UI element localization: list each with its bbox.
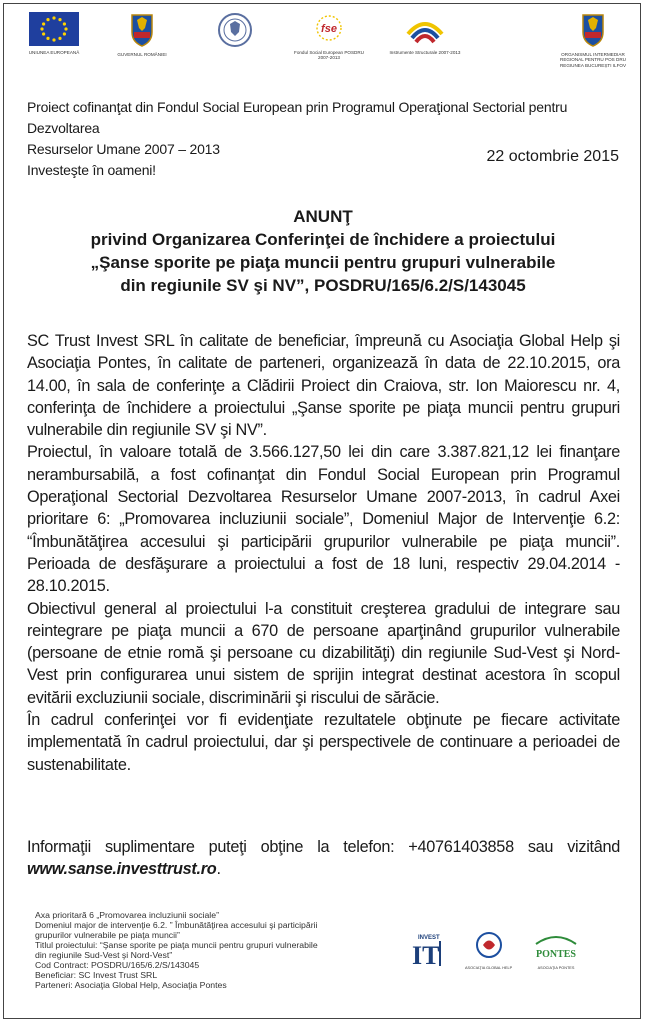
contact-text: Informaţii suplimentare puteţi obţine la telefon: +40761403858 sau vizitând <box>27 838 620 856</box>
invest-trust-logo-icon <box>408 930 448 975</box>
oir-posdru-coat-of-arms-icon <box>550 12 636 68</box>
oir-caption: ORGANISMUL INTERMEDIAR REGIONAL PENTRU POS DRU REGIUNEA BUCUREȘTI ILFOV <box>559 52 627 68</box>
structural-instruments-logo-icon <box>385 12 465 55</box>
pontes-wordmark: PONTES <box>535 949 576 960</box>
project-header <box>27 97 627 181</box>
footer-project-details <box>35 910 395 990</box>
svg-text:IT: IT <box>412 941 440 970</box>
announcement-body <box>27 330 620 776</box>
structural-instruments-caption: Instrumente Structurale 2007-2013 <box>389 50 461 55</box>
contact-end: . <box>216 860 221 879</box>
footer-line-4: Titlul proiectului: “Şanse sporite pe piaţa muncii pentru grupuri vulnerabile <box>35 940 318 950</box>
body-paragraph-1: SC Trust Invest SRL în calitate de beneficiar, împreună cu Asociaţia Global Help şi Asociaţia Pontes, în calitate de parteneri, organizează în data de 22.10.2015, ora 14.00, în sala de conferinţe a Clădirii Proiect din Craiova, str. Ion Maiorescu nr. 4, conferinţa de închidere a proiectului „Şanse sporite pe piaţa muncii pentru grupuri vulnerabile din regiunile SV şi NV”. <box>27 332 620 440</box>
government-caption: GUVERNUL ROMÂNIEI <box>117 52 167 57</box>
body-paragraph-3: Obiectivul general al proiectului l-a constituit creşterea gradului de integrare sau reintegrare pe piaţa muncii a 670 de persoane aparţinând grupurilor vulnerabile (persoane de etnie romă şi persoane cu dizabilităţi) din regiunile Sud-Vest şi Nord-Vest prin configurarea unui sistem de sprijin integrat destinat acestora în scopul evitării excluziunii sociale, discriminării şi riscului de sărăcie. <box>27 599 620 707</box>
fse-caption: Fondul Social European POSDRU 2007-2013 <box>294 50 364 61</box>
body-paragraph-4: În cadrul conferinţei vor fi evidenţiate rezultatele obţinute pe fiecare activitate implementată în cadrul proiectului, dar şi perspectivele de continuare a perioadei de sustenabilitate. <box>27 711 620 774</box>
title-line-1: ANUNŢ <box>293 207 353 226</box>
footer-line-3: grupurilor vulnerabile pe piaţa muncii” <box>35 930 180 940</box>
announcement-date: 22 octombrie 2015 <box>486 148 619 165</box>
title-line-3: „Şanse sporite pe piaţa muncii pentru grupuri vulnerabile <box>90 253 556 272</box>
header-slogan: Investeşte în oameni! <box>27 162 156 178</box>
title-line-2: privind Organizarea Conferinţei de închidere a proiectului <box>90 230 556 249</box>
header-line-1: Proiect cofinanţat din Fondul Social European prin Programul Operaţional Sectorial pentru Dezvoltarea <box>27 99 568 136</box>
footer-line-6: Cod Contract: POSDRU/165/6.2/S/143045 <box>35 960 200 970</box>
global-help-logo-icon <box>465 930 512 970</box>
footer-line-1: Axa prioritară 6 „Promovarea incluziunii sociale” <box>35 910 219 920</box>
ministry-seal-icon <box>195 12 275 48</box>
contact-paragraph <box>27 836 620 881</box>
pontes-caption: ASOCIAŢIA PONTES <box>537 966 575 970</box>
footer-line-5: din regiunile Sud-Vest şi Nord-Vest” <box>35 950 173 960</box>
svg-text:fse: fse <box>321 23 337 35</box>
eu-caption: UNIUNEA EUROPEANĂ <box>28 50 80 55</box>
svg-text:INVEST: INVEST <box>418 935 440 941</box>
contact-info <box>27 836 620 881</box>
footer-line-8: Parteneri: Asociaţia Global Help, Asociaţia Pontes <box>35 980 227 990</box>
announcement-title <box>20 205 626 297</box>
footer-line-7: Beneficiar: SC Invest Trust SRL <box>35 970 158 980</box>
eu-flag-icon <box>14 12 94 55</box>
romania-coat-of-arms-icon <box>102 12 182 57</box>
fse-logo-icon <box>289 12 369 61</box>
website-link[interactable]: www.sanse.investtrust.ro <box>27 860 217 879</box>
body-paragraph-2: Proiectul, în valoare totală de 3.566.127,50 lei din care 3.387.821,12 lei finanţare nerambursabilă, a fost cofinanţat din Fondul Social European prin Programul Operaţional Sectorial Dezvoltarea Resurselor Umane 2007-2013, în cadrul Axei prioritare 6: „Promovarea incluziunii sociale”, Domeniul Major de Intervenţie 6.2: “Îmbunătăţirea accesului şi participării grupurilor vulnerabile pe piaţa muncii”. Perioada de desfăşurare a proiectului a fost de 18 luni, respectiv 29.04.2014 - 28.10.2015. <box>27 443 620 596</box>
logo-row <box>12 12 634 78</box>
pontes-logo-icon <box>532 930 580 970</box>
footer-line-2: Domeniul major de intervenţie 6.2. ” Îmbunătăţirea accesului şi participării <box>35 920 318 930</box>
header-line-2: Resurselor Umane 2007 – 2013 <box>27 141 220 157</box>
title-line-4: din regiunile SV şi NV”, POSDRU/165/6.2/S/143045 <box>120 276 526 295</box>
global-help-caption: ASOCIAŢIA GLOBAL HELP <box>465 966 513 970</box>
